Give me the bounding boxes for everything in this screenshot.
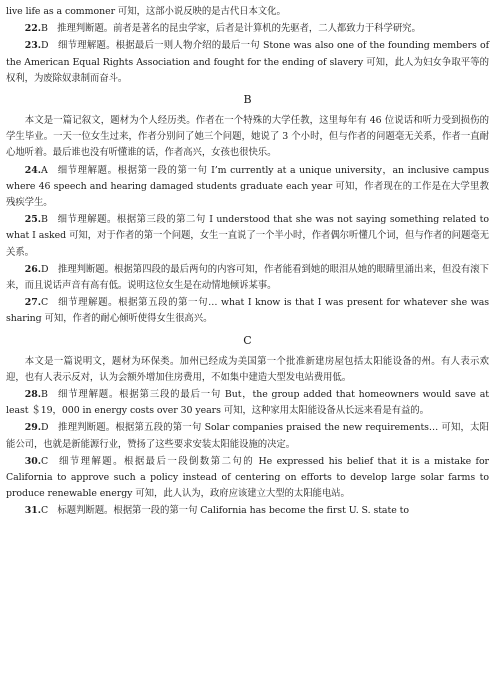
explanation-text: 细节理解题。根据最后一则人物介绍的最后一句 Stone was also one of the founding members of the American Equal Rights Association and fought for the ending of slavery 可知，此人为妇女争取平等的权利，为废除奴隶制而奋斗。: [6, 40, 489, 84]
answer-letter: D: [40, 422, 49, 434]
answer-item: [6, 420, 489, 452]
explanation-text: 推理判断题。根据第四段的最后两句的内容可知，作者能看到她的眼泪从她的眼睛里涌出来，但没有滚下来，而且说话声音有高有低。说明这位女生是在动情地倾诉某事。: [6, 263, 489, 292]
question-number: 25.: [24, 214, 41, 226]
answer-item: [6, 295, 489, 327]
explanation-text: 细节理解题。根据第三段的第二句 I understood that she was not saying something related to what I asked 可知，对于作者的第一个问题，女生一直说了一个半小时，作者偶尔听懂几个词，但与作者的问题毫无关系。: [6, 214, 489, 258]
answer-letter: C: [40, 505, 49, 517]
section-heading: C: [243, 333, 252, 347]
answer-letter: D: [40, 263, 49, 275]
answer-letter: B: [40, 23, 48, 35]
answer-item: [6, 387, 489, 419]
question-number: 31.: [24, 505, 41, 517]
answer-letter: B: [40, 389, 48, 401]
answer-letter: B: [40, 214, 48, 226]
explanation-text: 标题判断题。根据第一段的第一句 California has become the first U. S. state to: [57, 505, 409, 517]
answer-letter: A: [40, 164, 48, 176]
question-number: 23.: [24, 40, 41, 52]
passage-summary: 本文是一篇记叙文，题材为个人经历类。作者在一个特殊的大学任教，这里每年有 46 位说话和听力受到损伤的学生毕业。一天一位女生过来，作者分别问了她三个问题，她说了 3 个小时，但与作者的问题毫无关系，作者一直耐心地听着。最后谁也没有听懂谁的话，作者高兴，女孩也很快乐。: [6, 115, 489, 159]
answer-letter: C: [40, 455, 49, 467]
explanation-text: 推理判断题。前者是著名的昆虫学家，后者是计算机的先驱者，二人都致力于科学研究。: [57, 23, 421, 35]
answer-item: [6, 38, 489, 87]
continued-text: live life as a commoner 可知，这部小说反映的是古代日本文化。: [6, 6, 286, 17]
answer-letter: C: [40, 297, 49, 309]
answer-letter: D: [40, 40, 49, 52]
question-number: 26.: [24, 263, 41, 275]
question-number: 24.: [24, 164, 41, 176]
answer-item: [6, 454, 489, 503]
answer-item: [6, 262, 489, 294]
explanation-text: 推理判断题。根据第五段的第一句 Solar companies praised the new requirements… 可知，太阳能公司，也就是新能源行业，赞扬了这些要求安装太阳能设施的决定。: [6, 422, 489, 450]
answer-item: [6, 21, 489, 37]
explanation-text: 细节理解题。根据第五段的第一句… what I know is that I was present for whatever she was sharing 可知，作者的耐心倾听使得女生很高兴。: [6, 297, 489, 325]
explanation-text: 细节理解题。根据最后一段倒数第二句的 He expressed his belief that it is a mistake for California to approve such a policy instead of centering on efforts to develop large solar farms to produce renewable energy 可知，此人认为，政府应该建立大型的太阳能电站。: [6, 455, 489, 500]
answer-item: [6, 212, 489, 261]
section-heading: B: [243, 93, 252, 107]
question-number: 29.: [24, 422, 41, 434]
question-number: 22.: [24, 23, 41, 35]
passage-summary: 本文是一篇说明文，题材为环保类。加州已经成为美国第一个批准新建房屋包括太阳能设备的州。有人表示欢迎，也有人表示反对，认为会额外增加住房费用，不如集中建造大型发电站费用低。: [6, 355, 489, 383]
answer-item: [6, 163, 489, 212]
question-number: 27.: [24, 297, 41, 309]
answer-item: [6, 503, 489, 519]
question-number: 30.: [24, 455, 41, 467]
explanation-text: 细节理解题。根据第一段的第一句 I’m currently at a unique university，an inclusive campus where 46 speech and hearing damaged students graduate each year 可知，作者现在的工作是在大学里教残疾学生。: [6, 164, 489, 209]
question-number: 28.: [24, 389, 41, 401]
explanation-text: 细节理解题。根据第三段的最后一句 But，the group added that homeowners would save at least ＄19，000 in energy costs over 30 years 可知，这种家用太阳能设备从长远来看是有益的。: [6, 389, 489, 417]
